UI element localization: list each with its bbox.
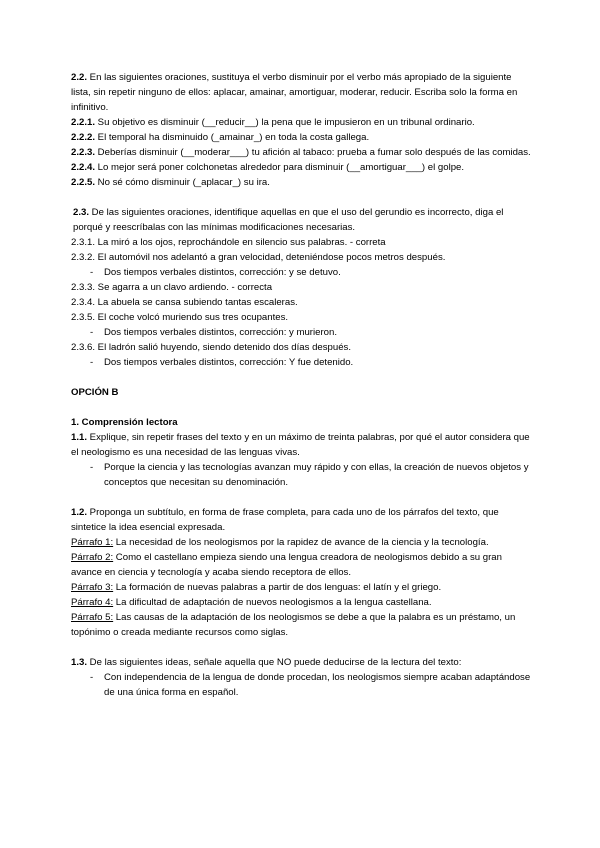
paragraph-label: Párrafo 2:: [71, 552, 114, 563]
item-text: El temporal ha disminuido (_amainar_) en toda la costa gallega.: [95, 132, 370, 143]
paragraph-text: La dificultad de adaptación de nuevos neologismos a la lengua castellana.: [113, 597, 432, 608]
item-2-2-4: [71, 160, 533, 175]
question-text: Explique, sin repetir frases del texto y en un máximo de treinta palabras, por qué el autor considera que el neologismo es una necesidad de las lenguas vivas.: [71, 432, 530, 458]
bullet-text: Dos tiempos verbales distintos, corrección: y se detuvo.: [104, 267, 341, 278]
bullet-dash: -: [90, 267, 94, 278]
document-page: [71, 70, 533, 700]
section-number: 2.2.: [71, 72, 88, 83]
bullet-dash: -: [90, 672, 94, 683]
question-text: De las siguientes ideas, señale aquella que NO puede deducirse de la lectura del texto:: [87, 657, 462, 668]
item-2-3-1: 2.3.1. La miró a los ojos, reprochándole en silencio sus palabras. - correta: [71, 237, 386, 248]
paragraph-text: La necesidad de los neologismos por la rapidez de avance de la ciencia y la tecnología.: [113, 537, 489, 548]
item-2-3-3: 2.3.3. Se agarra a un clavo ardiendo. - correcta: [71, 282, 273, 293]
option-heading: [71, 385, 533, 400]
bullet-dash: -: [90, 327, 94, 338]
section-2-3-intro: [71, 205, 533, 235]
item-2-2-5: [71, 175, 533, 190]
bullet-item: [71, 355, 533, 370]
question-1-1: [71, 430, 533, 460]
bullet-item: [71, 265, 533, 280]
item-2-3-6: 2.3.6. El ladrón salió huyendo, siendo detenido dos días después.: [71, 342, 352, 353]
item-text: Deberías disminuir (__moderar___) tu afición al tabaco: prueba a fumar solo después de las comidas.: [95, 147, 531, 158]
paragraph-text: Las causas de la adaptación de los neologismos se debe a que la palabra es un préstamo, un topónimo o creada mediante recursos como siglas.: [71, 612, 516, 638]
item-2-3-2: 2.3.2. El automóvil nos adelantó a gran velocidad, deteniéndose pocos metros después.: [71, 252, 446, 263]
bullet-text: Dos tiempos verbales distintos, corrección: y murieron.: [104, 327, 338, 338]
item-number: 2.2.4.: [71, 162, 96, 173]
option-heading-text: OPCIÓN B: [71, 387, 119, 398]
answer-1-3: [71, 670, 533, 700]
item-number: 2.2.5.: [71, 177, 96, 188]
item-2-2-3: [71, 145, 533, 160]
item-text: Lo mejor será poner colchonetas alrededor para disminuir (__amortiguar___) el golpe.: [95, 162, 465, 173]
paragraph-label: Párrafo 3:: [71, 582, 114, 593]
bullet-text: Dos tiempos verbales distintos, corrección: Y fue detenido.: [104, 357, 354, 368]
section-2-2-intro: [71, 70, 533, 115]
question-number: 1.3.: [71, 657, 88, 668]
bullet-text: Porque la ciencia y las tecnologías avanzan muy rápido y con ellas, la creación de nuevos objetos y conceptos que necesitan su denominación.: [104, 462, 529, 488]
paragraph-text: La formación de nuevas palabras a partir de dos lenguas: el latín y el griego.: [113, 582, 442, 593]
question-1-2: [71, 505, 533, 535]
paragraph-2-subtitle: [71, 550, 533, 580]
bullet-text: Con independencia de la lengua de donde procedan, los neologismos siempre acaban adaptándose de una única forma en español.: [104, 672, 531, 698]
paragraph-3-subtitle: [71, 580, 533, 595]
answer-1-1: [71, 460, 533, 490]
question-text: Proponga un subtítulo, en forma de frase completa, para cada uno de los párrafos del texto, que sintetice la idea esencial expresada.: [71, 507, 499, 533]
question-number: 1.2.: [71, 507, 88, 518]
paragraph-label: Párrafo 4:: [71, 597, 114, 608]
paragraph-label: Párrafo 5:: [71, 612, 114, 623]
item-2-2-2: [71, 130, 533, 145]
bullet-item: [71, 325, 533, 340]
item-2-3-5: 2.3.5. El coche volcó muriendo sus tres ocupantes.: [71, 312, 289, 323]
question-1-3: [71, 655, 533, 670]
paragraph-text: Como el castellano empieza siendo una lengua creadora de neologismos debido a su gran avance en ciencia y tecnología y acaba siendo receptora de ellos.: [71, 552, 502, 578]
item-number: 2.2.2.: [71, 132, 96, 143]
paragraph-1-subtitle: [71, 535, 533, 550]
item-number: 2.2.3.: [71, 147, 96, 158]
section-text: En las siguientes oraciones, sustituya el verbo disminuir por el verbo más apropiado de la siguiente lista, sin repetir ninguno de ellos: aplacar, amainar, amortiguar, moderar, reducir. Escriba solo la forma en infinitivo.: [71, 72, 518, 113]
paragraph-label: Párrafo 1:: [71, 537, 114, 548]
bullet-dash: -: [90, 357, 94, 368]
item-text: No sé cómo disminuir (_aplacar_) su ira.: [95, 177, 270, 188]
section-1-heading: [71, 415, 533, 430]
item-number: 2.2.1.: [71, 117, 96, 128]
item-2-3-4: 2.3.4. La abuela se cansa subiendo tantas escaleras.: [71, 297, 298, 308]
paragraph-4-subtitle: [71, 595, 533, 610]
section-text: De las siguientes oraciones, identifique aquellas en que el uso del gerundio es incorrecto, diga el porqué y reescríbalas con las mínimas modificaciones necesarias.: [73, 207, 504, 233]
question-number: 1.1.: [71, 432, 88, 443]
section-number: 2.3.: [73, 207, 90, 218]
bullet-dash: -: [90, 462, 94, 473]
item-2-2-1: [71, 115, 533, 130]
paragraph-5-subtitle: [71, 610, 533, 640]
item-text: Su objetivo es disminuir (__reducir__) la pena que le impusieron en un tribunal ordinario.: [95, 117, 475, 128]
section-heading-text: 1. Comprensión lectora: [71, 417, 178, 428]
